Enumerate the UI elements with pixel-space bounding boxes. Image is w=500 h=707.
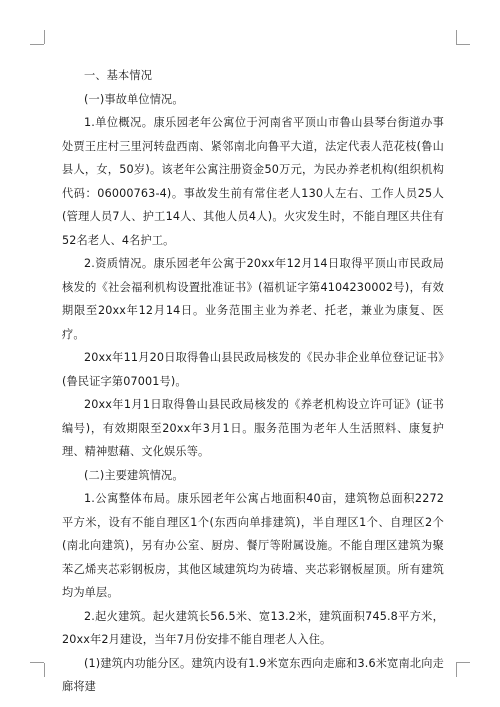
crop-mark-top-left-h bbox=[30, 44, 44, 45]
crop-mark-bottom-right-h bbox=[456, 662, 470, 663]
crop-mark-top-left-v bbox=[44, 30, 45, 44]
paragraph-qualification: 2.资质情况。康乐园老年公寓于20xx年12月14日取得平顶山市民政局核发的《社会福利机构设置批准证书》(福机证字第4104230002号)，有效期限至20xx年12月14日。业务范围主业为养老、托老，兼业为康复、医疗。 bbox=[62, 257, 444, 341]
paragraph-unit-overview: 1.单位概况。康乐园老年公寓位于河南省平顶山市鲁山县琴台街道办事处贾王庄村三里河转盘西南、紧邻南北向鲁平大道，法定代表人范花枝(鲁山县人，女，50岁)。该老年公寓注册资金50万元，为民办养老机构(组织机构代码：06000763-4)。事故发生前有常住老人130人左右、工作人员25人(管理人员7人、护工14人、其他人员4人)。火灾发生时，不能自理区共住有52名老人、4名护工。 bbox=[62, 116, 444, 247]
section-heading: 一、基本情况 bbox=[84, 69, 153, 82]
subsection-heading: (二)主要建筑情况。 bbox=[84, 468, 184, 482]
document-body bbox=[62, 64, 444, 699]
crop-mark-bottom-left-v bbox=[44, 663, 45, 677]
crop-mark-bottom-right-v bbox=[456, 663, 457, 677]
paragraph-registration: 20xx年11月20日取得鲁山县民政局核发的《民办非企业单位登记证书》(鲁民证字第07001号)。 bbox=[62, 351, 444, 388]
paragraph-fire-building: 2.起火建筑。起火建筑长56.5米、宽13.2米，建筑面积745.8平方米，20xx年2月建设，当年7月份安排不能自理老人入住。 bbox=[62, 609, 444, 646]
crop-mark-bottom-left-h bbox=[30, 662, 44, 663]
paragraph-functional-zones: (1)建筑内功能分区。建筑内设有1.9米宽东西向走廊和3.6米宽南北向走廊将建 bbox=[62, 656, 444, 693]
subsection-heading: (一)事故单位情况。 bbox=[84, 92, 184, 106]
paragraph-layout: 1.公寓整体布局。康乐园老年公寓占地面积40亩，建筑物总面积2272平方米，设有不能自理区1个(东西向单排建筑)，半自理区1个、自理区2个(南北向建筑)，另有办公室、厨房、餐厅等附属设施。不能自理区建筑为聚苯乙烯夹芯彩钢板房，其他区域建筑均为砖墙、夹芯彩钢板屋顶。所有建筑均为单层。 bbox=[62, 492, 444, 599]
crop-mark-top-right-v bbox=[456, 30, 457, 44]
crop-mark-top-right-h bbox=[456, 44, 470, 45]
paragraph-license: 20xx年1月1日取得鲁山县民政局核发的《养老机构设立许可证》(证书编号)，有效期限至20xx年3月1日。服务范围为老年人生活照料、康复护理、精神慰藉、文化娱乐等。 bbox=[62, 398, 444, 458]
